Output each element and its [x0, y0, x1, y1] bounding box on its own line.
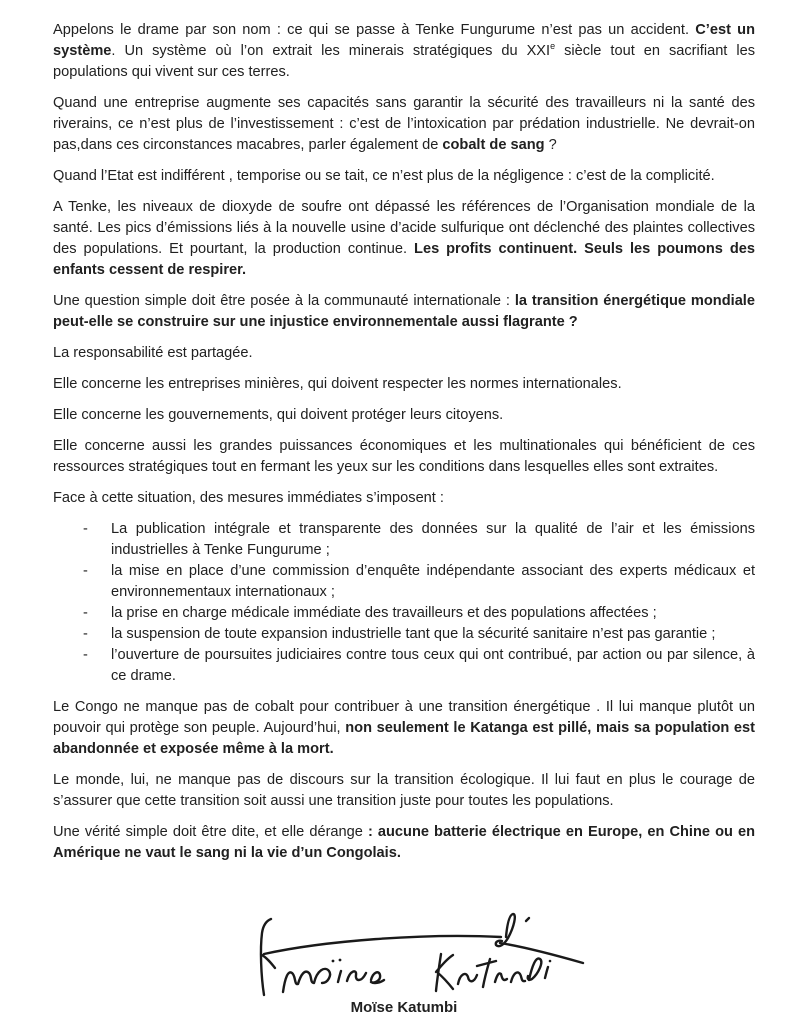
list-item-text	[111, 624, 755, 645]
text-run: A Tenke, les niveaux de dioxyde de soufre ont dépassé les références de l’Organisation mondiale de la santé. Les pics d’émissions liés à la nouvelle usine d’acide sulfurique ont déclenché des plaintes collectives des populations. Et pourtant, la production continue.	[53, 199, 755, 257]
list-item-text	[111, 645, 755, 687]
paragraph	[53, 166, 755, 187]
list-item	[53, 519, 755, 561]
signature-block	[53, 904, 755, 1017]
paragraph	[53, 93, 755, 156]
paragraph	[53, 697, 755, 760]
text-run: la mise en place d’une commission d’enquête indépendante associant des experts médicaux et environnementaux internationaux ;	[111, 563, 755, 600]
text-run: La publication intégrale et transparente des données sur la qualité de l’air et les émissions industrielles à Tenke Fungurume ;	[111, 521, 755, 558]
paragraph	[53, 822, 755, 864]
signature-name: Moïse Katumbi	[350, 999, 458, 1016]
list-item	[53, 645, 755, 687]
text-run: Quand l’Etat est indifférent , temporise ou se tait, ce n’est plus de la négligence : c’est de la complicité.	[53, 168, 715, 184]
text-run: Appelons le drame par son nom : ce qui se passe à Tenke Fungurume n’est pas un accident.	[53, 22, 696, 38]
paragraph	[53, 405, 755, 426]
text-run: Le monde, lui, ne manque pas de discours sur la transition écologique. Il lui faut en plus le courage de s’assurer que cette transition soit aussi une transition juste pour toutes les populations.	[53, 772, 755, 809]
text-run: Face à cette situation, des mesures immédiates s’imposent :	[53, 490, 444, 506]
paragraph	[53, 374, 755, 395]
text-run-bold: C’est un système	[53, 22, 756, 59]
document-body	[53, 20, 755, 864]
text-run: Quand une entreprise augmente ses capacités sans garantir la sécurité des travailleurs ni la santé des riverains, ce n’est plus de l’investissement : c’est de l’intoxication par prédation industrielle. Ne devrait-on pas,dans ces circonstances macabres, parler également de	[53, 95, 755, 153]
text-run: e	[550, 41, 556, 52]
text-run: Elle concerne les entreprises minières, qui doivent respecter les normes internationales.	[53, 376, 622, 392]
bullet-marker: -	[83, 626, 88, 642]
text-run: . Un système où l’on extrait les minerais stratégiques du XXI	[111, 43, 551, 59]
text-run-bold: Les profits continuent. Seuls les poumons des enfants cessent de respirer.	[53, 241, 755, 278]
text-run: La responsabilité est partagée.	[53, 345, 253, 361]
paragraph	[53, 291, 755, 333]
text-run: la prise en charge médicale immédiate des travailleurs et des populations affectées ;	[111, 605, 657, 621]
bullet-marker: -	[83, 521, 88, 537]
paragraph	[53, 197, 755, 281]
text-run: Le Congo ne manque pas de cobalt pour contribuer à une transition énergétique . Il lui manque plutôt un pouvoir qui protège son peuple. Aujourd’hui,	[53, 699, 755, 736]
paragraph	[53, 488, 755, 509]
list-item-text	[111, 603, 755, 624]
measures-list	[53, 519, 755, 687]
text-run-bold: la transition énergétique mondiale peut-elle se construire sur une injustice environnementale aussi flagrante ?	[53, 293, 755, 330]
list-item-text	[111, 561, 755, 603]
text-run: siècle tout en sacrifiant les populations qui vivent sur ces terres.	[53, 43, 756, 80]
bullet-marker: -	[83, 563, 88, 579]
paragraph	[53, 436, 755, 478]
text-run: Elle concerne aussi les grandes puissances économiques et les multinationales qui bénéficient de ces ressources stratégiques tout en fermant les yeux sur les conditions dans lesquelles elles sont extraites.	[53, 438, 755, 475]
text-run-bold: : aucune batterie électrique en Europe, en Chine ou en Amérique ne vaut le sang ni la vie d’un Congolais.	[53, 824, 755, 861]
paragraph	[53, 770, 755, 812]
text-run-bold: non seulement le Katanga est pillé, mais sa population est abandonnée et exposée même à la mort.	[53, 720, 755, 757]
text-run: l’ouverture de poursuites judiciaires contre tous ceux qui ont contribué, par action ou par silence, à ce drame.	[111, 647, 755, 684]
signature-image	[243, 904, 593, 999]
list-item	[53, 624, 755, 645]
list-item	[53, 561, 755, 603]
text-run: ?	[544, 137, 557, 153]
text-run-bold: cobalt de sang	[442, 137, 545, 153]
paragraph	[53, 20, 755, 83]
text-run: la suspension de toute expansion industrielle tant que la sécurité sanitaire n’est pas garantie ;	[111, 626, 716, 642]
list-item	[53, 603, 755, 624]
bullet-marker: -	[83, 647, 88, 663]
paragraph	[53, 343, 755, 364]
text-run: Une question simple doit être posée à la communauté internationale :	[53, 293, 515, 309]
bullet-marker: -	[83, 605, 88, 621]
list-item-text	[111, 519, 755, 561]
text-run: Elle concerne les gouvernements, qui doivent protéger leurs citoyens.	[53, 407, 504, 423]
text-run: Une vérité simple doit être dite, et elle dérange	[53, 824, 368, 840]
